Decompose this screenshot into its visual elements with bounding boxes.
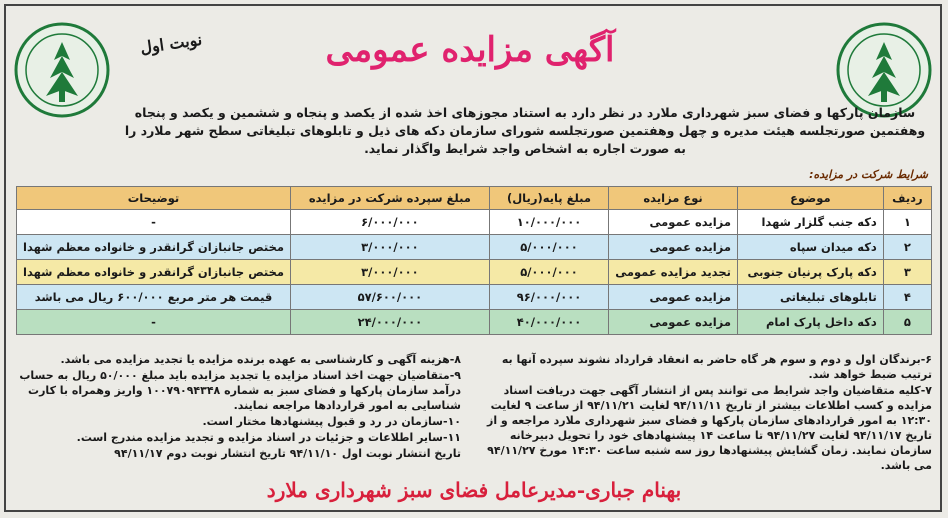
row-base-price: ۹۶/۰۰۰/۰۰۰ — [489, 285, 608, 310]
publication-dates: تاریخ انتشار نوبت اول ۹۴/۱۱/۱۰ تاریخ انتشار نوبت دوم ۹۴/۱۱/۱۷ — [114, 447, 461, 460]
header-index: ردیف — [883, 187, 931, 210]
term-item: ۱۰-سازمان در رد و قبول پیشنهادها مختار است. — [202, 415, 461, 428]
row-type: مزایده عمومی — [609, 235, 738, 260]
table-row — [17, 235, 932, 260]
row-notes: مختص جانبازان گرانقدر و خانواده معظم شهدا — [17, 260, 291, 285]
row-index: ۲ — [883, 235, 931, 260]
row-subject: دکه جنب گلزار شهدا — [737, 210, 883, 235]
row-type: مزایده عمومی — [609, 210, 738, 235]
row-notes: قیمت هر متر مربع ۶۰۰/۰۰۰ ریال می باشد — [17, 285, 291, 310]
row-notes: - — [17, 310, 291, 335]
row-subject: تابلوهای تبلیغاتی — [737, 285, 883, 310]
header-type: نوع مزایده — [609, 187, 738, 210]
table-header-row — [17, 187, 932, 210]
publication-round: نوبت اول — [138, 29, 204, 58]
conditions-label: شرایط شرکت در مزایده: — [809, 168, 928, 181]
table-row — [17, 260, 932, 285]
header-base-price: مبلغ پایه(ریال) — [489, 187, 608, 210]
municipality-seal-icon — [12, 20, 112, 120]
terms-right-column — [487, 352, 932, 474]
term-item: ۶-برندگان اول و دوم و سوم هر گاه حاضر به انعقاد قرارداد نشوند سپرده آنها به ترتیب ضبط خواهد شد. — [501, 353, 932, 381]
term-item: ۹-متقاضیان جهت اخذ اسناد مزایده یا تجدید مزایده باید مبلغ ۵۰/۰۰۰ ریال به حساب درآمد سازمان پارکها و فضای سبز به شماره ۱۰۰۷۹۰۹۴۳۴۸ واریز وهمراه با کارت شناسایی به امور قراردادها مراجعه نمایند. — [19, 369, 461, 412]
intro-text: سازمان پارکها و فضای سبز شهرداری ملارد در نظر دارد به استناد مجوزهای اخذ شده از یکصد و پنجاه و ششمین و یکصد و پنجاه وهفتمین صورتجلسه هیئت مدیره و چهل وهفتمین صورتجلسه شورای سازمان دکه های ذیل و تابلوهای تبلیغاتی سطح شهر ملارد را به صورت اجاره به اشخاص واجد شرایط واگذار نماید. — [124, 105, 926, 156]
row-type: مزایده عمومی — [609, 310, 738, 335]
row-index: ۱ — [883, 210, 931, 235]
term-item: ۸-هزینه آگهی و کارشناسی به عهده برنده مزایده یا تجدید مزایده می باشد. — [60, 353, 461, 366]
terms-left-column — [16, 352, 461, 462]
header-deposit: مبلغ سپرده شرکت در مزایده — [291, 187, 490, 210]
row-subject: دکه پارک پرنیان جنوبی — [737, 260, 883, 285]
page-title: آگهی مزایده عمومی — [325, 30, 615, 70]
row-deposit: ۳/۰۰۰/۰۰۰ — [291, 235, 490, 260]
row-base-price: ۴۰/۰۰۰/۰۰۰ — [489, 310, 608, 335]
row-subject: دکه داخل پارک امام — [737, 310, 883, 335]
row-index: ۵ — [883, 310, 931, 335]
table-row — [17, 210, 932, 235]
row-index: ۳ — [883, 260, 931, 285]
row-deposit: ۳/۰۰۰/۰۰۰ — [291, 260, 490, 285]
row-type: مزایده عمومی — [609, 285, 738, 310]
term-item: ۱۱-سایر اطلاعات و جزئیات در اسناد مزایده و تجدید مزایده مندرج است. — [76, 431, 461, 444]
auction-table — [16, 186, 932, 335]
row-subject: دکه میدان سپاه — [737, 235, 883, 260]
row-deposit: ۵۷/۶۰۰/۰۰۰ — [291, 285, 490, 310]
table-row — [17, 285, 932, 310]
row-notes: - — [17, 210, 291, 235]
table-row — [17, 310, 932, 335]
row-base-price: ۵/۰۰۰/۰۰۰ — [489, 260, 608, 285]
signature: بهنام جباری-مدیرعامل فضای سبز شهرداری ملارد — [266, 478, 682, 502]
row-index: ۴ — [883, 285, 931, 310]
row-deposit: ۲۴/۰۰۰/۰۰۰ — [291, 310, 490, 335]
header-notes: توضیحات — [17, 187, 291, 210]
row-deposit: ۶/۰۰۰/۰۰۰ — [291, 210, 490, 235]
row-base-price: ۵/۰۰۰/۰۰۰ — [489, 235, 608, 260]
row-base-price: ۱۰/۰۰۰/۰۰۰ — [489, 210, 608, 235]
row-notes: مختص جانبازان گرانقدر و خانواده معظم شهدا — [17, 235, 291, 260]
term-item: ۷-کلیه متقاضیان واجد شرایط می توانند پس از انتشار آگهی جهت دریافت اسناد مزایده و کسب اطلاعات بیشتر از تاریخ ۹۴/۱۱/۱۱ لغایت ۹۴/۱۱/۲۱ از ساعت ۹ لغایت ۱۲:۳۰ به امور قراردادهای سازمان پارکها و فضای سبز شهرداری ملارد مراجعه و از تاریخ ۹۴/۱۱/۱۷ لغایت ۹۴/۱۱/۲۷ تا ساعت ۱۴ پیشنهادهای خود را تحویل دبیرخانه سازمان نمایند. زمان گشایش پیشنهادها روز سه شنبه ساعت ۱۴:۳۰ مورخ ۹۴/۱۱/۲۷ می باشد. — [486, 384, 932, 472]
header-subject: موضوع — [737, 187, 883, 210]
row-type: تجدید مزایده عمومی — [609, 260, 738, 285]
